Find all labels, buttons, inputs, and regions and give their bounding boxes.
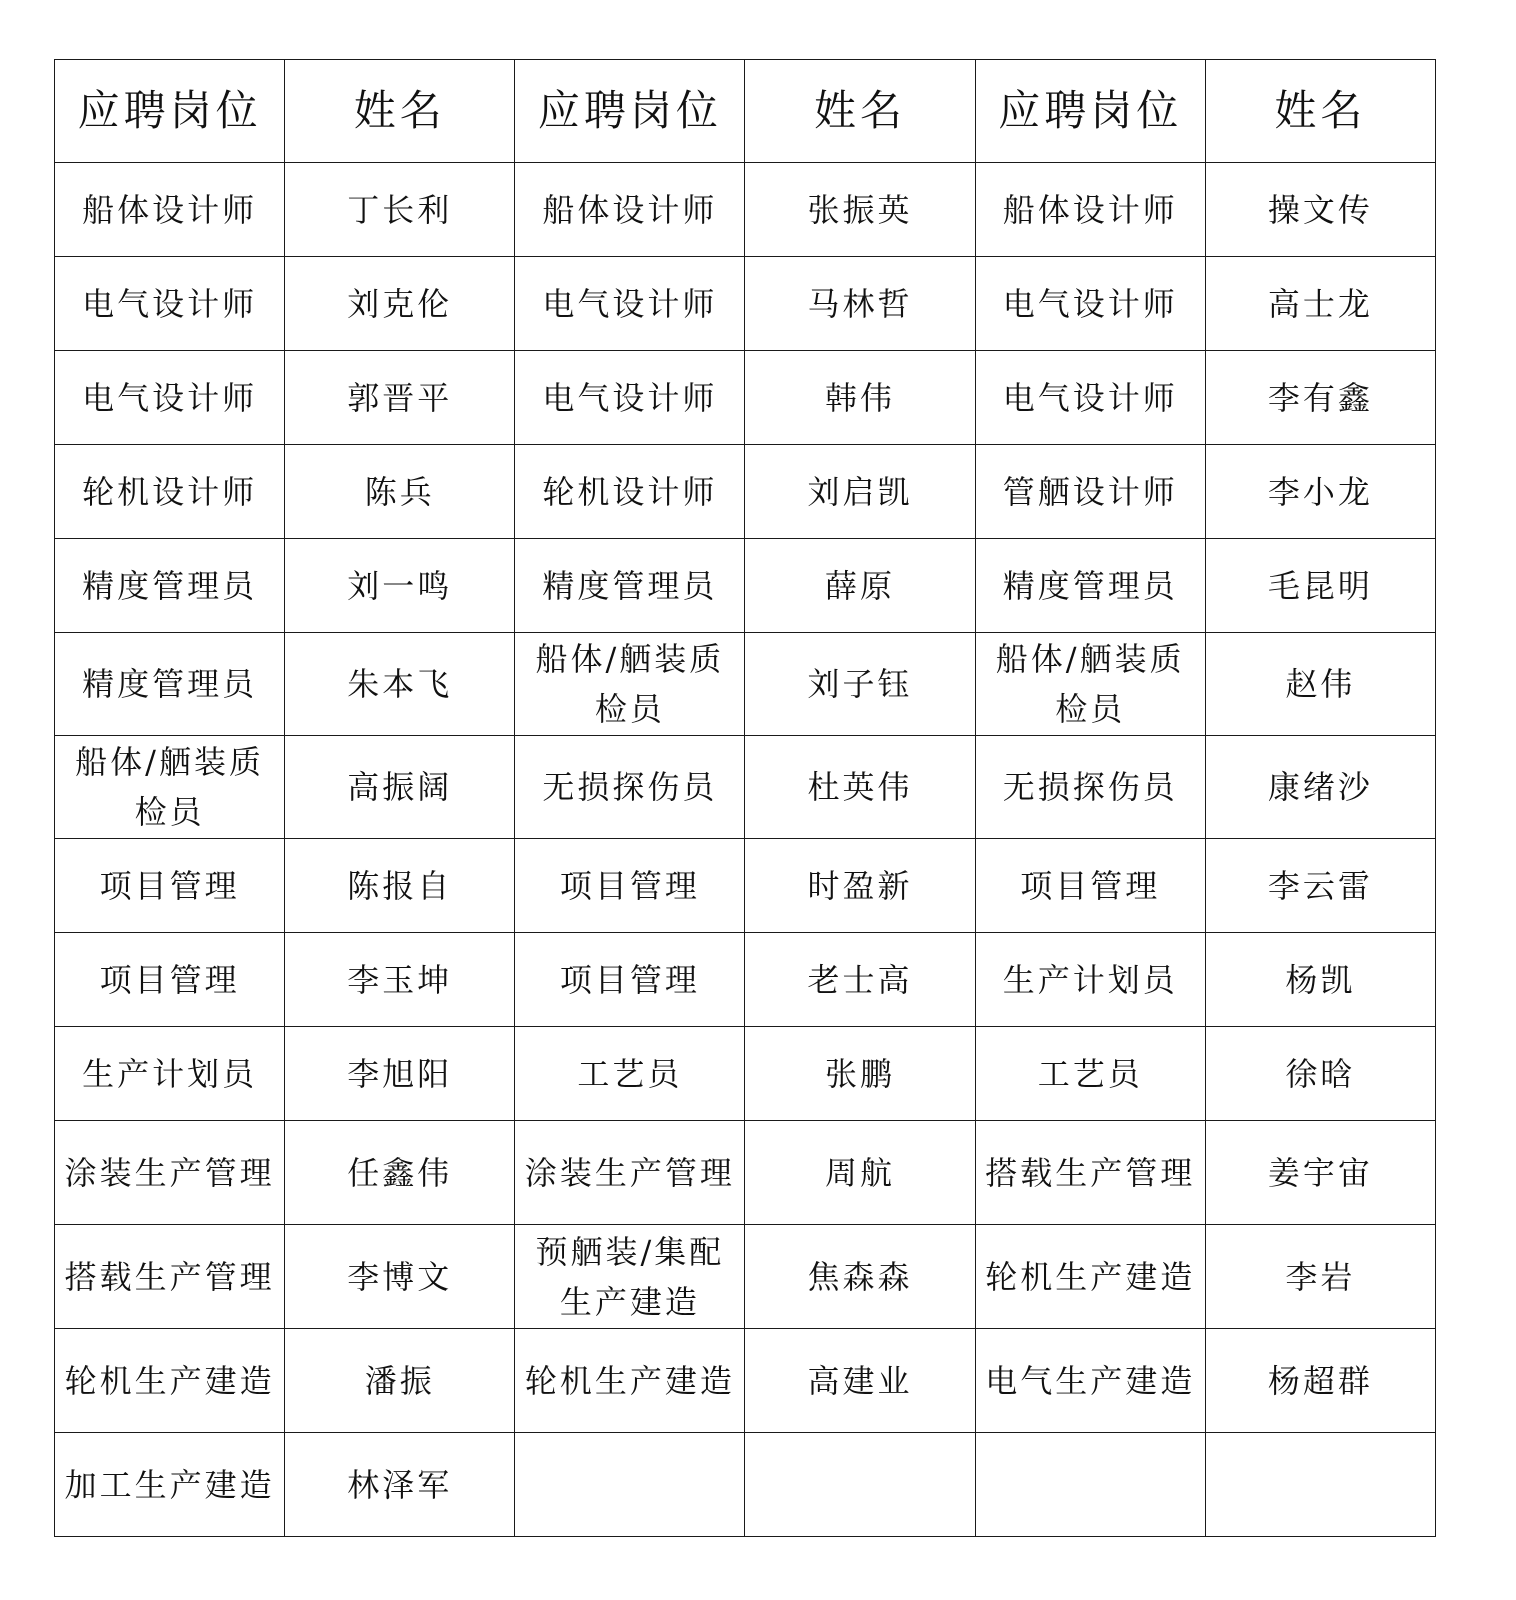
name-cell: 刘一鸣 <box>285 539 515 633</box>
position-cell: 轮机设计师 <box>515 445 745 539</box>
position-cell: 轮机生产建造 <box>975 1225 1205 1329</box>
position-cell: 生产计划员 <box>975 933 1205 1027</box>
name-cell: 老士高 <box>745 933 975 1027</box>
position-cell: 电气设计师 <box>515 257 745 351</box>
name-cell: 刘启凯 <box>745 445 975 539</box>
position-cell: 轮机生产建造 <box>55 1329 285 1433</box>
header-position: 应聘岗位 <box>515 60 745 163</box>
header-position: 应聘岗位 <box>975 60 1205 163</box>
position-cell: 涂装生产管理 <box>55 1121 285 1225</box>
name-cell: 毛昆明 <box>1205 539 1435 633</box>
position-cell: 船体设计师 <box>515 163 745 257</box>
name-cell: 高振阔 <box>285 736 515 839</box>
position-cell: 项目管理 <box>55 839 285 933</box>
position-cell: 项目管理 <box>515 839 745 933</box>
name-cell: 姜宇宙 <box>1205 1121 1435 1225</box>
position-cell: 轮机生产建造 <box>515 1329 745 1433</box>
name-cell: 丁长利 <box>285 163 515 257</box>
position-cell: 船体设计师 <box>975 163 1205 257</box>
name-cell <box>1205 1433 1435 1537</box>
name-cell: 潘振 <box>285 1329 515 1433</box>
position-cell: 工艺员 <box>975 1027 1205 1121</box>
position-cell <box>515 1433 745 1537</box>
table-row <box>55 163 1436 257</box>
position-cell: 搭载生产管理 <box>975 1121 1205 1225</box>
name-cell: 李云雷 <box>1205 839 1435 933</box>
position-cell: 生产计划员 <box>55 1027 285 1121</box>
name-cell: 薛原 <box>745 539 975 633</box>
table-row <box>55 351 1436 445</box>
name-cell: 操文传 <box>1205 163 1435 257</box>
name-cell: 李玉坤 <box>285 933 515 1027</box>
position-cell: 加工生产建造 <box>55 1433 285 1537</box>
position-cell: 精度管理员 <box>55 539 285 633</box>
position-cell: 轮机设计师 <box>55 445 285 539</box>
name-cell: 陈报自 <box>285 839 515 933</box>
position-cell: 电气生产建造 <box>975 1329 1205 1433</box>
name-cell: 周航 <box>745 1121 975 1225</box>
roster-table <box>54 59 1436 1537</box>
position-cell <box>975 1433 1205 1537</box>
position-cell: 电气设计师 <box>515 351 745 445</box>
name-cell: 杨凯 <box>1205 933 1435 1027</box>
table-row <box>55 839 1436 933</box>
table-row <box>55 1225 1436 1329</box>
position-cell: 预舾装/集配生产建造 <box>515 1225 745 1329</box>
table-row <box>55 933 1436 1027</box>
name-cell: 杜英伟 <box>745 736 975 839</box>
name-cell: 张振英 <box>745 163 975 257</box>
position-cell: 工艺员 <box>515 1027 745 1121</box>
position-cell: 管舾设计师 <box>975 445 1205 539</box>
table-row <box>55 1329 1436 1433</box>
name-cell: 马林哲 <box>745 257 975 351</box>
position-cell: 搭载生产管理 <box>55 1225 285 1329</box>
name-cell: 刘克伦 <box>285 257 515 351</box>
name-cell: 高士龙 <box>1205 257 1435 351</box>
name-cell: 李博文 <box>285 1225 515 1329</box>
name-cell: 任鑫伟 <box>285 1121 515 1225</box>
name-cell: 陈兵 <box>285 445 515 539</box>
position-cell: 项目管理 <box>975 839 1205 933</box>
name-cell: 赵伟 <box>1205 633 1435 736</box>
name-cell: 李岩 <box>1205 1225 1435 1329</box>
name-cell: 康绪沙 <box>1205 736 1435 839</box>
table-row <box>55 539 1436 633</box>
table-row <box>55 736 1436 839</box>
position-cell: 无损探伤员 <box>975 736 1205 839</box>
name-cell: 张鹏 <box>745 1027 975 1121</box>
header-name: 姓名 <box>1205 60 1435 163</box>
name-cell: 朱本飞 <box>285 633 515 736</box>
position-cell: 电气设计师 <box>975 257 1205 351</box>
name-cell: 林泽军 <box>285 1433 515 1537</box>
name-cell: 郭晋平 <box>285 351 515 445</box>
position-cell: 精度管理员 <box>55 633 285 736</box>
position-cell: 电气设计师 <box>55 257 285 351</box>
name-cell: 李旭阳 <box>285 1027 515 1121</box>
position-cell: 船体/舾装质检员 <box>55 736 285 839</box>
position-cell: 电气设计师 <box>975 351 1205 445</box>
position-cell: 精度管理员 <box>515 539 745 633</box>
table-row <box>55 445 1436 539</box>
name-cell: 李小龙 <box>1205 445 1435 539</box>
header-row <box>55 60 1436 163</box>
header-name: 姓名 <box>745 60 975 163</box>
position-cell: 船体/舾装质检员 <box>515 633 745 736</box>
name-cell: 时盈新 <box>745 839 975 933</box>
name-cell <box>745 1433 975 1537</box>
position-cell: 项目管理 <box>55 933 285 1027</box>
name-cell: 焦森森 <box>745 1225 975 1329</box>
table-row <box>55 1433 1436 1537</box>
position-cell: 电气设计师 <box>55 351 285 445</box>
table-row <box>55 1027 1436 1121</box>
position-cell: 船体/舾装质检员 <box>975 633 1205 736</box>
position-cell: 精度管理员 <box>975 539 1205 633</box>
header-position: 应聘岗位 <box>55 60 285 163</box>
name-cell: 李有鑫 <box>1205 351 1435 445</box>
name-cell: 高建业 <box>745 1329 975 1433</box>
name-cell: 徐晗 <box>1205 1027 1435 1121</box>
name-cell: 韩伟 <box>745 351 975 445</box>
position-cell: 涂装生产管理 <box>515 1121 745 1225</box>
header-name: 姓名 <box>285 60 515 163</box>
position-cell: 项目管理 <box>515 933 745 1027</box>
position-cell: 船体设计师 <box>55 163 285 257</box>
table-row <box>55 1121 1436 1225</box>
name-cell: 刘子钰 <box>745 633 975 736</box>
position-cell: 无损探伤员 <box>515 736 745 839</box>
table-row <box>55 633 1436 736</box>
name-cell: 杨超群 <box>1205 1329 1435 1433</box>
table-row <box>55 257 1436 351</box>
